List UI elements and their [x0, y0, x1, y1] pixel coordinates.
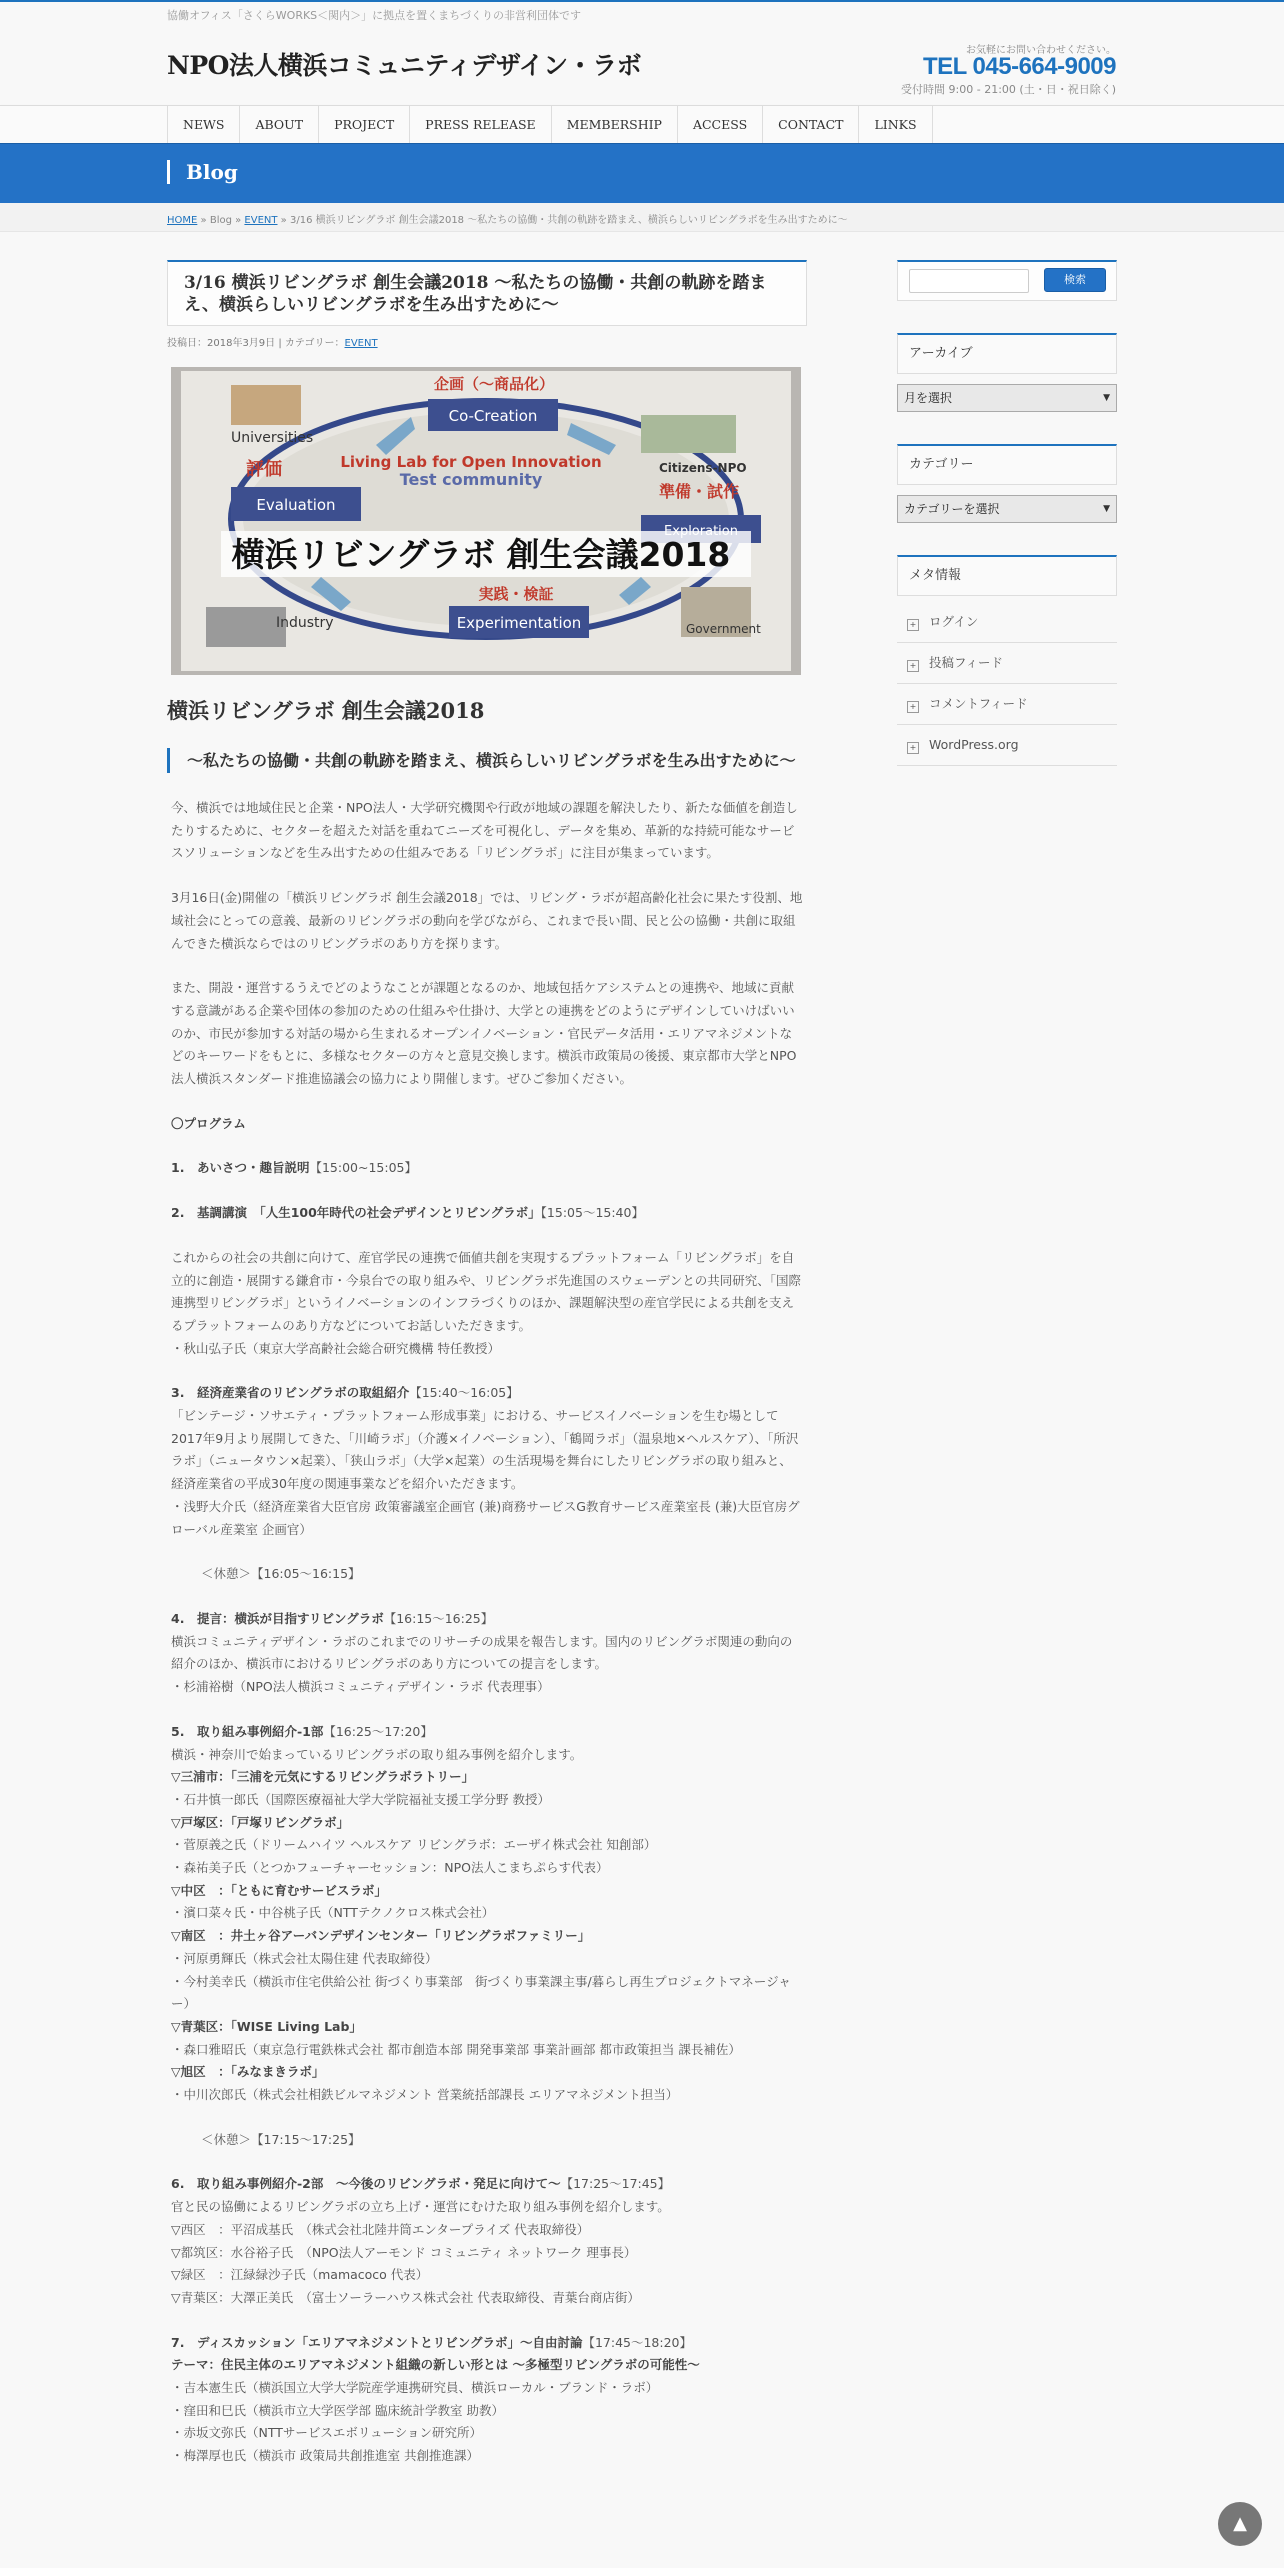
site-tagline: 協働オフィス「さくらWORKS＜関内＞」に拠点を置くまちづくりの非営利団体です: [167, 9, 582, 22]
program-item-time: 【16:15〜16:25】: [383, 1610, 494, 1626]
breadcrumb-blog: Blog: [209, 215, 232, 226]
intro-paragraph: 今、横浜では地域住民と企業・NPO法人・大学研究機関や行政が地域の課題を解決したり、新たな価値を創造したりするために、セクターを超えた対話を重ねてニーズを可視化し、データを集め、革新的な持続可能なサービスソリューションなどを生み出すための仕組みである「リビングラボ」に注目が集まっています。: [171, 800, 798, 861]
program-item-title: 2. 基調講演 「人生100年時代の社会デザインとリビングラボ」: [171, 1205, 541, 1221]
category-select[interactable]: [897, 495, 1117, 523]
case-speaker: ・森口雅昭氏（東京急行電鉄株式会社 都市創造本部 開発事業部 事業計画部 都市政策担当 課長補佐）: [171, 2041, 741, 2057]
program-item-time: 【17:25〜17:45】: [560, 2176, 671, 2192]
meta-item-label: ログイン: [929, 614, 979, 629]
hero-label-center1: Living Lab for Open Innovation: [340, 453, 602, 471]
hero-label-government: Government: [686, 622, 761, 636]
nav-news[interactable]: NEWS: [168, 106, 240, 144]
post-header: [167, 260, 807, 326]
program-description: これからの社会の共創に向けて、産官学民の連携で価値共創を実現するプラットフォーム「リビングラボ」を自立的に創造・展開する鎌倉市・今泉台での取り組みや、リビングラボ先進国のスウェーデンとの共同研究、「国際連携型リビングラボ」というイノベーションのインフラづくりのほか、課題解決型の産官学民による共創を支えるプラットフォームのあり方などについてお話しいただきます。: [171, 1249, 802, 1333]
case-speaker: ・今村美幸氏（横浜市住宅供給公社 街づくり事業部 街づくり事業課主事/暮らし再生プロジェクトマネージャー）: [171, 1973, 791, 2012]
main-nav: [0, 105, 1284, 145]
program-item: [171, 1157, 803, 1180]
meta-item-login[interactable]: [897, 602, 1117, 643]
case-speaker: ▽都筑区：水谷裕子氏 （NPO法人アーモンド コミュニティ ネットワーク 理事長）: [171, 2244, 637, 2260]
program-item-title: 3. 経済産業省のリビングラボの取組紹介: [171, 1385, 410, 1401]
program-item-time: 【15:05〜15:40】: [540, 1205, 644, 1221]
program-item: [171, 2332, 803, 2355]
plus-square-icon: +: [907, 660, 919, 672]
search-widget: [897, 260, 1117, 301]
chevron-down-icon: ▼: [1103, 504, 1110, 514]
breadcrumb-event[interactable]: EVENT: [244, 215, 278, 226]
nav-links[interactable]: LINKS: [859, 106, 932, 144]
program-item-time: 【15:40〜16:05】: [409, 1385, 519, 1401]
program-description: 横浜コミュニティデザイン・ラボのこれまでのリサーチの成果を報告します。国内のリビングラボ関連の動向の紹介のほか、横浜市におけるリビングラボのあり方についての提言をします。: [171, 1633, 793, 1672]
intro-paragraph: 3月16日(金)開催の「横浜リビングラボ 創生会議2018」では、リビング・ラボが超高齢化社会に果たす役割、地域社会にとっての意義、最新のリビングラボの動向を学びながら、これまで長い間、民と公の協働・共創に取組んできた横浜ならではのリビングラボのあり方を探ります。: [171, 890, 803, 951]
meta-item-comments-feed[interactable]: [897, 684, 1117, 725]
program-item-time: 【17:45〜18:20】: [582, 2334, 692, 2350]
program-item-title: 7. ディスカッション「エリアマネジメントとリビングラボ」〜自由討論: [171, 2334, 583, 2350]
search-button[interactable]: 検索: [1044, 268, 1106, 292]
post-body: [167, 797, 807, 2468]
archive-select-value: 月を選択: [904, 391, 953, 405]
meta-list: [897, 602, 1117, 766]
post-title: 3/16 横浜リビングラボ 創生会議2018 ～私たちの協働・共創の軌跡を踏まえ、横浜らしいリビングラボを生み出すために～: [184, 273, 767, 315]
program-item: [171, 2173, 803, 2196]
program-item: [171, 1382, 803, 1405]
chevron-down-icon: ▼: [1103, 393, 1110, 403]
program-item-title: 1. あいさつ・趣旨説明: [171, 1160, 310, 1176]
post-category-link[interactable]: EVENT: [344, 338, 378, 349]
case-speaker: ・菅原義之氏（ドリームハイツ ヘルスケア リビングラボ：エーザイ株式会社 知創部）: [171, 1837, 657, 1853]
breadcrumb-current: 3/16 横浜リビングラボ 創生会議2018 ～私たちの協働・共創の軌跡を踏まえ、横浜らしいリビングラボを生み出すために～: [289, 215, 848, 226]
meta-item-entries-feed[interactable]: [897, 643, 1117, 684]
nav-contact[interactable]: CONTACT: [763, 106, 859, 144]
case-heading: ▽戸塚区：「戸塚リビングラボ」: [171, 1814, 350, 1830]
program-item: [171, 1608, 803, 1631]
contact-hours: 受付時間 9:00 - 21:00 (土・日・祝日除く): [901, 83, 1116, 96]
nav-press-release[interactable]: PRESS RELEASE: [410, 106, 552, 144]
case-heading: ▽南区 ：井土ヶ谷アーバンデザインセンター「リビングラボファミリー」: [171, 1928, 591, 1944]
case-speaker: ・梅澤厚也氏（横浜市 政策局共創推進室 共創推進課）: [171, 2448, 479, 2464]
nav-membership[interactable]: MEMBERSHIP: [552, 106, 678, 144]
hero-label-jissen: 実践・検証: [478, 585, 554, 603]
meta-item-wordpress[interactable]: [897, 725, 1117, 766]
case-speaker: ・石井慎一郎氏（国際医療福祉大学大学院福祉支援工学分野 教授）: [171, 1791, 550, 1807]
hero-label-cocreation: Co-Creation: [448, 407, 538, 425]
meta-widget-title: メタ情報: [897, 555, 1117, 596]
hero-label-citizens: Citizens-NPO: [659, 461, 747, 475]
breadcrumb-home[interactable]: HOME: [167, 215, 198, 226]
nav-about[interactable]: ABOUT: [240, 106, 319, 144]
case-heading: ▽青葉区：「WISE Living Lab」: [171, 2018, 362, 2034]
archive-select[interactable]: [897, 384, 1117, 412]
nav-access[interactable]: ACCESS: [678, 106, 763, 144]
breadcrumb: [0, 203, 1284, 232]
nav-project[interactable]: PROJECT: [319, 106, 410, 144]
program-description: 官と民の協働によるリビングラボの立ち上げ・運営にむけた取り組み事例を紹介します。: [171, 2199, 670, 2215]
case-speaker: ▽西区 ：平沼成基氏 （株式会社北陸井筒エンタープライズ 代表取締役）: [171, 2221, 590, 2237]
program-break: ＜休憩＞【16:05〜16:15】: [201, 1566, 361, 1582]
case-heading: ▽旭区 ：「みなまきラボ」: [171, 2064, 325, 2080]
hero-label-universities: Universities: [231, 430, 314, 446]
hero-label-evaluation: Evaluation: [256, 496, 336, 514]
program-speaker: ・杉浦裕樹（NPO法人横浜コミュニティデザイン・ラボ 代表理事）: [171, 1679, 550, 1695]
case-speaker: ・河原勇輝氏（株式会社太陽住建 代表取締役）: [171, 1950, 438, 1966]
program-description: 「ビンテージ・ソサエティ・プラットフォーム形成事業」における、サービスイノベーションを生む場として2017年9月より展開してきた、「川崎ラボ」（介護×イノベーション）、「鶴岡ラボ」（温泉地×ヘルスケア）、「所沢ラボ」（ニュータウン×起業）、「狭山ラボ」（大学×起業）の生活現場を舞台にしたリビングラボの取り組みと、経済産業省の平成30年度の関連事業などを紹介いただきます。: [171, 1408, 799, 1492]
plus-square-icon: +: [907, 619, 919, 631]
program-speaker: ・浅野大介氏（経済産業省大臣官房 政策審議室企画官 (兼)商務サービスG教育サービス産業室長 (兼)大臣官房グローバル産業室 企画官）: [171, 1498, 800, 1537]
case-speaker: ▽緑区 ：江緑緑沙子氏（mamacoco 代表）: [171, 2267, 429, 2283]
program-description: 横浜・神奈川で始まっているリビングラボの取り組み事例を紹介します。: [171, 1746, 583, 1762]
site-header: [0, 2, 1284, 106]
search-input[interactable]: [909, 269, 1029, 293]
hero-label-industry: Industry: [276, 615, 334, 631]
site-title[interactable]: NPO法人横浜コミュニティデザイン・ラボ: [167, 51, 642, 80]
archive-widget-title: アーカイブ: [897, 333, 1117, 374]
page-title: Blog: [167, 160, 238, 184]
hero-label-junbi: 準備・試作: [659, 482, 740, 501]
program-item-title: 4. 提言：横浜が目指すリビングラボ: [171, 1610, 384, 1626]
post-meta: [167, 334, 807, 349]
program-heading: 〇プログラム: [171, 1115, 246, 1131]
case-heading: ▽中区 ：「ともに育むサービスラボ」: [171, 1882, 387, 1898]
breadcrumb-separator: »: [277, 215, 290, 226]
program-item-title: 5. 取り組み事例紹介-1部: [171, 1723, 324, 1739]
case-speaker: ▽青葉区：大澤正美氏 （富士ソーラーハウス株式会社 代表取締役、青葉台商店街）: [171, 2289, 640, 2305]
intro-paragraph: また、開設・運営するうえでどのようなことが課題となるのか、地域包括ケアシステムとの連携や、地域に貢献する意識がある企業や団体の参加のための仕組みや仕掛け、大学との連携をどのようにデザインしていけばいいのか、市民が参加する対話の場から生まれるオープンイノベーション・官民データ活用・エリアマネジメントなどのキーワードをもとに、多様なセクターの方々と意見交換します。横浜市政策局の後援、東京都市大学とNPO法人横浜スタンダード推進協議会の協力により開催します。ぜひご参加ください。: [171, 980, 797, 1087]
case-speaker: ・森祐美子氏（とつかフューチャーセッション：NPO法人こまちぷらす代表）: [171, 1860, 609, 1876]
arrow-up-icon: ▲: [1233, 2513, 1247, 2534]
post-date: 投稿日：2018年3月9日 | カテゴリー：: [167, 338, 345, 349]
case-speaker: ・中川次郎氏（株式会社相鉄ビルマネジメント 営業統括部課長 エリアマネジメント担当）: [171, 2087, 679, 2103]
plus-square-icon: +: [907, 701, 919, 713]
plus-square-icon: +: [907, 742, 919, 754]
case-heading: ▽三浦市：「三浦を元気にするリビングラボラトリー」: [171, 1769, 475, 1785]
category-widget-title: カテゴリー: [897, 444, 1117, 485]
case-speaker: ・吉本憲生氏（横浜国立大学大学院産学連携研究員、横浜ローカル・ブランド・ラボ）: [171, 2380, 659, 2396]
main-content: [167, 260, 807, 2468]
hero-label-hyoka: 評価: [246, 459, 282, 480]
case-speaker: ・窪田和巳氏（横浜市立大学医学部 臨床統計学教室 助教）: [171, 2402, 504, 2418]
case-speaker: ・濱口菜々氏・中谷桃子氏（NTTテクノクロス株式会社）: [171, 1905, 495, 1921]
sidebar: [897, 260, 1117, 766]
discussion-theme: テーマ：住民主体のエリアマネジメント組織の新しい形とは 〜多極型リビングラボの可能性〜: [171, 2357, 700, 2373]
meta-item-label: コメントフィード: [929, 696, 1028, 711]
page-title-bar: [0, 143, 1284, 205]
program-item-title: 6. 取り組み事例紹介-2部 〜今後のリビングラボ・発足に向けて〜: [171, 2176, 561, 2192]
hero-label-experimentation: Experimentation: [456, 614, 582, 632]
breadcrumb-separator: »: [197, 215, 210, 226]
post-heading: 横浜リビングラボ 創生会議2018: [167, 698, 485, 723]
case-speaker: ・赤坂文弥氏（NTTサービスエボリューション研究所）: [171, 2425, 483, 2441]
hero-banner: 横浜リビングラボ 創生会議2018: [231, 535, 731, 574]
post-subheading: ～私たちの協働・共創の軌跡を踏まえ、横浜らしいリビングラボを生み出すために～: [167, 748, 807, 773]
contact-label: お気軽にお問い合わせください。: [966, 45, 1116, 56]
hero-label-center2: Test community: [399, 470, 543, 489]
living-lab-diagram: [171, 367, 801, 675]
program-speaker: ・秋山弘子氏（東京大学高齢社会総合研究機構 特任教授）: [171, 1340, 500, 1356]
event-hero-image: [171, 367, 801, 675]
program-item-time: 【16:25〜17:20】: [323, 1723, 433, 1739]
program-item: [171, 1202, 803, 1225]
program-break: ＜休憩＞【17:15〜17:25】: [201, 2131, 361, 2147]
back-to-top-button[interactable]: [1218, 2502, 1262, 2546]
hero-label-kikaku: 企画（～商品化）: [433, 375, 555, 393]
program-item-time: 【15:00~15:05】: [309, 1160, 417, 1176]
category-select-value: カテゴリーを選択: [904, 502, 1000, 516]
meta-item-label: 投稿フィード: [929, 655, 1004, 670]
breadcrumb-separator: »: [231, 215, 245, 226]
program-item: [171, 1721, 803, 1744]
contact-phone[interactable]: TEL 045-664-9009: [922, 53, 1116, 80]
meta-item-label: WordPress.org: [929, 737, 1019, 752]
